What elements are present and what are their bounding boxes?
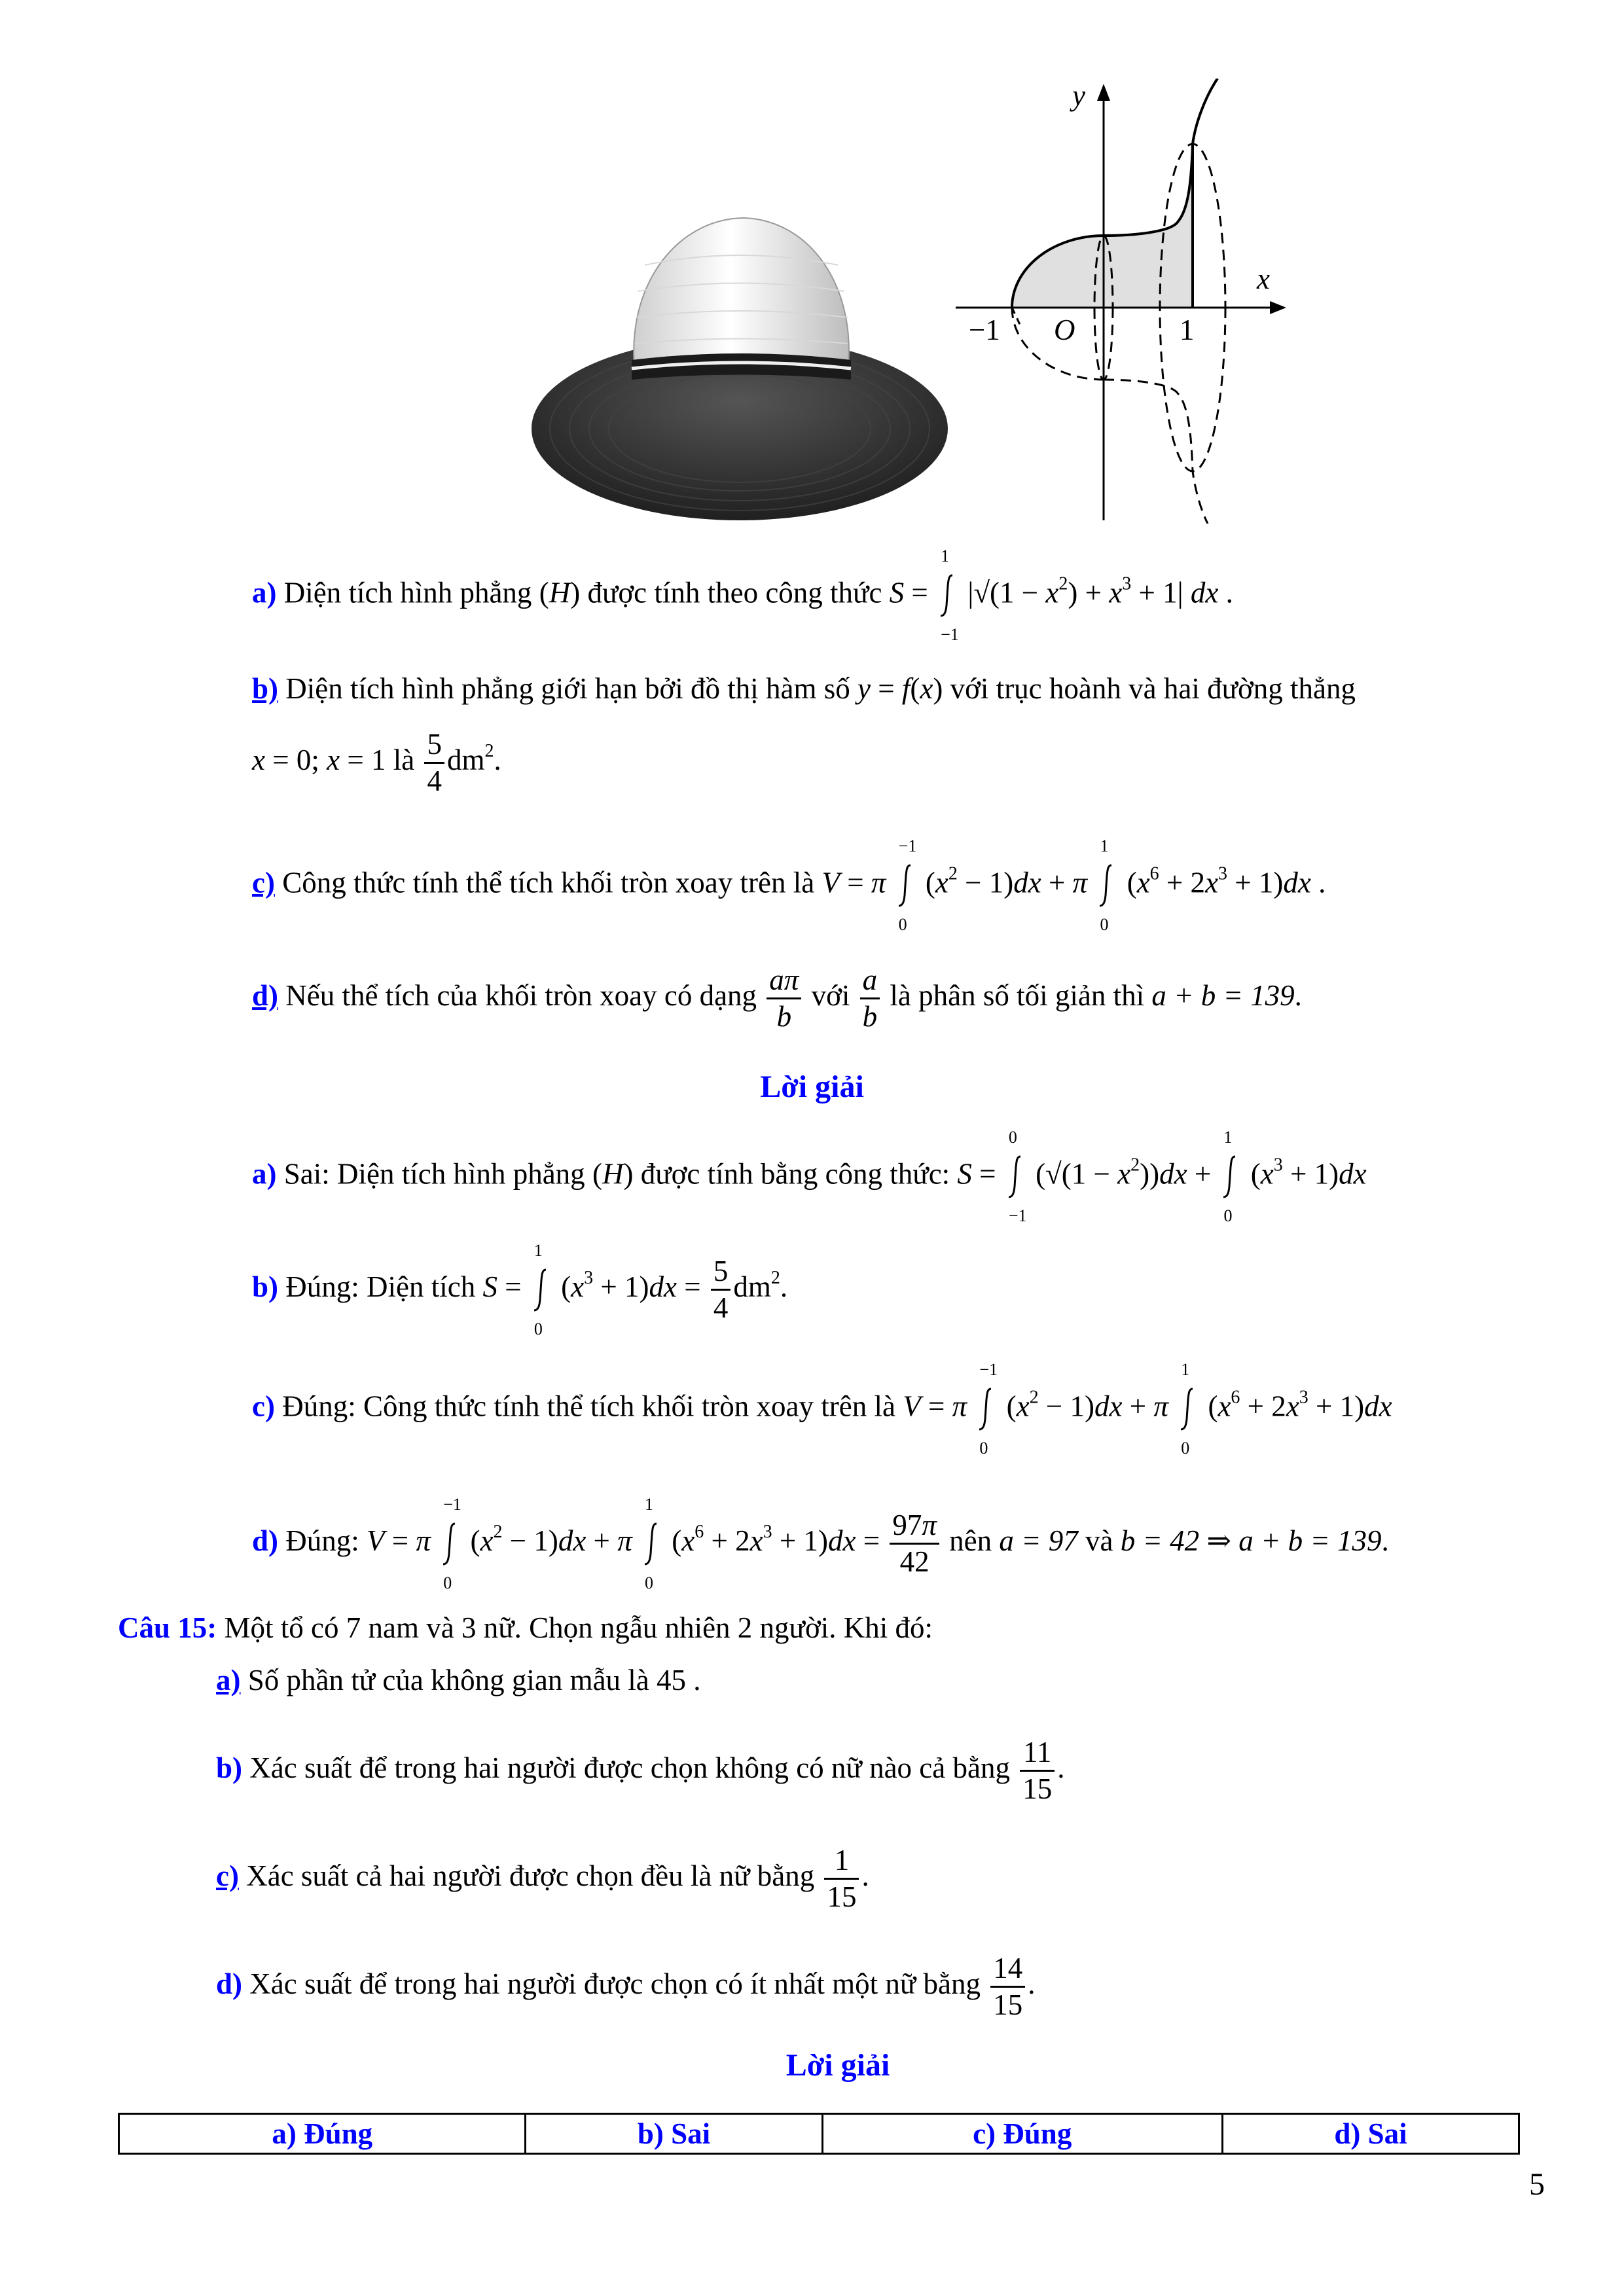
item-a-label: a): [252, 576, 277, 609]
solution-d-label: d): [252, 1524, 279, 1557]
solution-d: d) Đúng: V = π −1 0 $(x^2 - 1)dx + \pi$ 1 0 $(x^6 + 2x^3 + 1)dx$ = $\frac{97\pi}{42}$ nên a = 97 và b = 42 ⇒ a + b = 139.: [252, 1494, 1389, 1592]
question-15-label: Câu 15:: [118, 1611, 217, 1644]
question-15: [118, 1613, 933, 1643]
question-15-text: Một tổ có 7 nam và 3 nữ. Chọn ngẫu nhiên 2 người. Khi đó:: [224, 1611, 933, 1644]
answer-d: d) Sai: [1222, 2114, 1519, 2154]
page-number: 5: [1529, 2167, 1545, 2202]
solution-c-label: c): [252, 1390, 275, 1423]
solution-d-b: b = 42 ⇒ a + b = 139: [1120, 1524, 1382, 1557]
q15-b-text: Xác suất để trong hai người được chọn không có nữ nào cả bằng: [249, 1751, 1010, 1784]
item-a-text2: được tính theo công thức: [587, 576, 882, 609]
item-a-text: Diện tích hình phẳng: [283, 576, 532, 609]
item-b-text: Diện tích hình phẳng giới hạn bởi đồ thị hàm số: [285, 672, 850, 705]
table-row: [119, 2114, 1519, 2154]
item-d-label: d): [252, 978, 279, 1012]
q15-d-num: 14: [990, 1954, 1025, 1988]
q15-c-den: 15: [827, 1880, 857, 1913]
q15-a: a) Số phần tử của không gian mẫu là 45 .: [216, 1664, 701, 1696]
item-b-label: b): [252, 672, 279, 705]
hat-illustration: [527, 213, 952, 520]
item-b: b) Diện tích hình phẳng giới hạn bởi đồ thị hàm số y = f(x) với trục hoành và hai đường thẳng: [252, 672, 1356, 705]
solution-a: a) Sai: Diện tích hình phẳng (H) được tính bằng công thức: S = 0 −1 $(√(1 - x^2))dx$ + 1 0 $(x^3 + 1)dx$: [252, 1128, 1367, 1225]
solution-b-label: b): [252, 1270, 279, 1303]
q15-c-num: 1: [824, 1846, 859, 1880]
item-d-text3: là phân số tối giản thì: [890, 978, 1145, 1012]
solution-c: c) Đúng: Công thức tính thể tích khối tròn xoay trên là V = π −1 0 $(x^2 - 1)dx + \pi$ 1 0 $(x^6 + 2x^3 + 1)dx$: [252, 1360, 1392, 1458]
solution-a-text: Sai: Diện tích hình phẳng: [283, 1157, 585, 1191]
solution15-heading: Lời giải: [785, 2048, 890, 2083]
answer-a: a) Đúng: [119, 2114, 526, 2154]
item-b-cont: x = 0; x = 1 là $\frac{5}{4}$ $dm^2$.: [252, 728, 501, 797]
solution-heading: Lời giải: [760, 1069, 864, 1104]
origin-label: O: [1054, 314, 1075, 346]
item-d-text2: với: [811, 978, 850, 1012]
solution-c-text: Đúng: Công thức tính thể tích khối tròn xoay trên là: [282, 1390, 895, 1423]
solution-a-text2: được tính bằng công thức:: [640, 1157, 950, 1191]
q15-b-den: 15: [1022, 1772, 1053, 1805]
item-d-text: Nếu thể tích của khối tròn xoay có dạng: [285, 978, 757, 1012]
item-b-text3: là: [393, 743, 415, 776]
solution-d-text3: và: [1085, 1524, 1113, 1557]
q15-d-label: d): [216, 1967, 243, 2000]
q15-c-text: Xác suất cả hai người được chọn đều là nữ bằng: [246, 1859, 815, 1892]
q15-d-text: Xác suất để trong hai người được chọn có ít nhất một nữ bằng: [249, 1967, 981, 2000]
solution-b-text: Đúng: Diện tích: [285, 1270, 476, 1303]
solution-b: b) Đúng: Diện tích S = 1 0 $(x^3 + 1)dx$ = $\frac{5}{4}$ $dm^2$.: [252, 1240, 788, 1338]
q15-b: b) Xác suất để trong hai người được chọn không có nữ nào cả bằng $\frac{11}{15}$ .: [216, 1736, 1065, 1805]
item-c-label: c): [252, 866, 275, 899]
tick-1: 1: [1180, 314, 1195, 346]
q15-b-num: 11: [1020, 1738, 1055, 1772]
q15-d: d) Xác suất để trong hai người được chọn có ít nhất một nữ bằng $\frac{14}{15}$ .: [216, 1952, 1036, 2021]
q15-a-value: 45: [657, 1664, 687, 1696]
q15-b-label: b): [216, 1751, 243, 1784]
function-graph: [956, 79, 1296, 524]
item-b-unit: dm: [446, 743, 485, 776]
item-a-h: H: [549, 576, 571, 609]
item-b-text2: với trục hoành và hai đường thẳng: [950, 672, 1356, 705]
answer-c: c) Đúng: [822, 2114, 1222, 2154]
solution-d-text2: nên: [949, 1524, 992, 1557]
item-c-text: Công thức tính thể tích khối tròn xoay trên là: [282, 866, 815, 899]
tick-minus-1: −1: [969, 314, 1000, 346]
item-a: a) Diện tích hình phẳng (H) được tính theo công thức S = 1 −1 $|√(1 - x^2) + x^3 + 1|$ dx .: [252, 547, 1233, 644]
item-c: c) Công thức tính thể tích khối tròn xoay trên là V = π −1 0 $(x^2 - 1)dx + \pi$ 1 0 $(x^6 + 2x^3 + 1)dx$ .: [252, 836, 1326, 934]
solution-d-a: a = 97: [999, 1524, 1078, 1557]
item-d: d) Nếu thể tích của khối tròn xoay có dạng $\frac{a\pi}{b}$ với $\frac{a}{b}$ là phân số tối giản thì a + b = 139.: [252, 963, 1302, 1033]
solution-d-text: Đúng:: [285, 1524, 359, 1557]
q15-d-den: 15: [993, 1988, 1023, 2021]
q15-a-label: a): [216, 1664, 241, 1696]
y-axis-label: y: [1072, 79, 1085, 112]
x-axis-label: x: [1257, 262, 1270, 295]
solution-a-label: a): [252, 1157, 277, 1191]
answer-b: b) Sai: [526, 2114, 822, 2154]
answer-table: [118, 2113, 1520, 2155]
q15-a-text: Số phần tử của không gian mẫu là: [247, 1664, 649, 1696]
q15-c-label: c): [216, 1859, 239, 1892]
q15-c: c) Xác suất cả hai người được chọn đều là nữ bằng $\frac{1}{15}$ .: [216, 1844, 869, 1913]
item-d-sum: a + b = 139: [1151, 978, 1295, 1012]
